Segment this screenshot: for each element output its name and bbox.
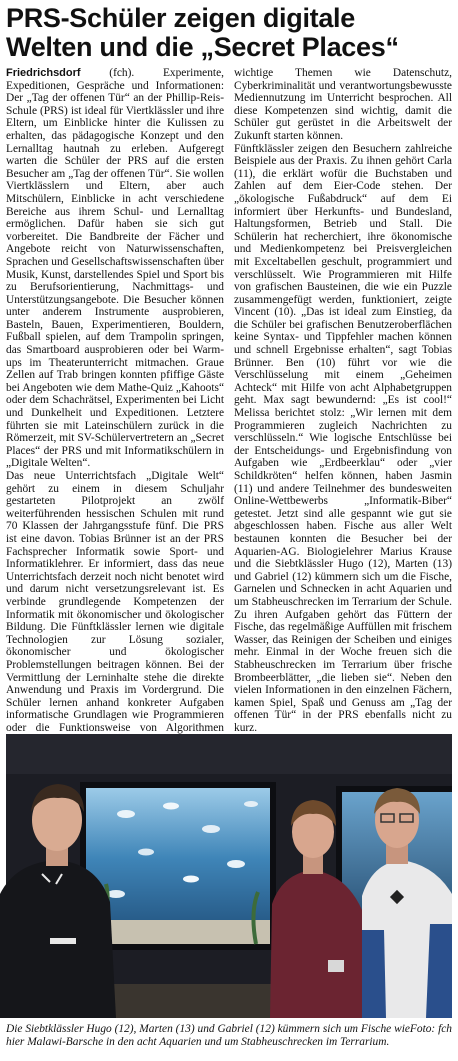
- article-photo: [6, 734, 452, 1018]
- caption-text: Die Siebtklässler Hugo (12), Marten (13) und Gabriel (12) kümmern sich um Fische wie hier Malawi-Barsche in den acht Aquarien und um Stabheuschrecken im Terrarium.: [6, 1023, 410, 1048]
- dateline: Friedrichsdorf: [6, 67, 81, 79]
- article-column-1: [6, 67, 224, 734]
- article-paragraph: Fünftklässler zeigen den Besuchern zahlreiche Beispiele aus der Praxis. Zu ihnen gehört Carla (11), die erklärt wofür die Buchstaben und Zahlen auf dem Eier-Code stehen. Der „ökologische Fußabdruck“ auf dem Ei informiert über Herkunfts- und Bundesland, Haltungsformen, Betrieb und Stall. Die Schülerin hat recherchiert, ihre ökonomische und Medienkompetenz bei Preisvergleichen mit Exceltabellen geschult, programmiert und verschlüsselt. Wie Programmieren mit Hilfe von grafischen Bausteinen, die wie ein Puzzle zusammengefügt werden, funktioniert, zeigte Vincent (10). „Das ist ideal zum Einstieg, da die Schüler bei grafischen Benutzeroberflächen keine Syntax- und Tippfehler machen können und schnell Ergebnisse erhalten“, sagt Tobias Brünner. Ben (10) führt vor wie die Verschlüsselung mit einem „Geheimen Achteck“ mit Hilfe von acht Alphabetgruppen geht. Max sagt bewundernd: „Es ist cool!“ Melissa berichtet stolz: „Wir lernen mit dem Programmieren zugleich Nachrichten zu verschlüsseln.“ Wie logische Entschlüsse bei der Entscheidungs- und Ergebnisfindung von Aufgaben wie „Erdbeerklau“ oder „vier Schildkröten“ helfen können, haben Jasmin (11) und andere Teilnehmer des bundesweiten Online-Wettbewerbs „Informatik-Biber“ getestet. Jetzt sind alle gespannt wie gut sie abgeschlossen haben. Fische aus aller Welt bestaunen konnten die Besucher bei der Aquarien-AG. Biologielehrer Marius Krause und die Siebtklässler Hugo (12), Marten (13) und Gabriel (12) kümmern sich um die Fische, Garnelen und Schnecken in acht Aquarien und um Stabheuschrecken im Terrarium der Schule. Zu ihren Aufgaben gehört das Füttern der Fische, das regelmäßige Auffüllen mit frischem Wasser, das Reinigen der Scheiben und einiges mehr. Einmal in der Woche freuen sich die Stabheuschrecken im Terrarium über frische Brombeerblätter, „die lieben sie“. Neben den vielen Informationen in den einzelnen Fächern, kamen Spiel, Spaß und Genuss am „Tag der offenen Tür“ in der PRS ebenfalls nicht zu kurz.: [234, 142, 452, 734]
- photo-caption: [6, 1023, 452, 1049]
- photo-credit: Foto: fch: [409, 1023, 452, 1035]
- article-paragraph: Das neue Unterrichtsfach „Digitale Welt“ gehört zu einem in diesem Schuljahr gestarteten Pilotprojekt an zwölf weiterführenden hessischen Schulen mit rund 70 Klassen der Jahrgangsstufe fünf. Die PRS ist eine davon. Tobias Brünner ist an der PRS Fachsprecher Informatik sowie Sport- und Informatiklehrer. Er informiert, dass das neue Unterrichtsfach derzeit noch nicht benotet wird und darum nicht versetzungsrelevant ist. Es verbinde grundlegende Kompetenzen der Informatik mit ökonomischer und ökologischer Bildung. Die Fünftklässler lernen wie digitale Technologien zur Lösung sozialer, ökonomischer und ökologischer Problemstellungen beitragen können. Bei der Vermittlung der Lerninhalte stehe die direkte Anwendung und Praxis im Vordergrund. Die Schüler lernen anhand konkreter Aufgaben informatische Grundlagen wie Programmieren oder die Funktionsweise von Algorithmen: [6, 470, 224, 734]
- article-body: [6, 67, 452, 734]
- headline: PRS-Schüler zeigen digitale Welten und die „Secret Places“: [6, 3, 399, 62]
- article-column-2: [234, 67, 452, 734]
- paragraph-text: (fch). Experimente, Expeditionen, Gespräche und Informationen: Der „Tag der offenen Tür“ an der Phillip-Reis-Schule (PRS) ist ideal für Viertklässler und ihre Eltern, um Einblicke hinter die Kulissen zu erhalten, das pädagogische Konzept und den Lernalltag hautnah zu erleben. Aufgeregt warten die Schüler der PRS auf die ersten Besucher am „Tag der offenen Tür“. Sie wollen Viertklässlern und Eltern, aber auch Mitschülern, Einblicke in acht verschiedene Bereiche aus ihrem Schul- und Lernalltag ermöglichen. Dafür haben sie sich gut vorbereitet. Die Bandbreite der Fächer und Angebote reicht von Naturwissenschaften, Sprachen und Gesellschaftswissenschaften über Musik, Kunst, darstellendes Spiel und Sport bis zu Berufsorientierung, Nachmittags- und Unterstützungsangebote. Die Besucher können unter anderem Instrumente ausprobieren, Basteln, Bauen, Experimentieren, Bouldern, Fußball spielen, auf dem Trampolin springen, das Smartboard ausprobieren oder bei Warm-ups im Theaterunterricht mitmachen. Graue Zellen auf Trab bringen konnten pfiffige Gäste bei Angeboten wie dem Mathe-Quiz „Kahoots“ oder dem Schachrätsel, Experimenten bei Licht und Dunkelheit und Expeditionen. Letztere führten sie mit Lateinschülern zurück in die Römerzeit, mit SV-Schülervertretern an „Secret Places“ der PRS und mit Informatikschülern in „Digitale Welten“.: [6, 67, 224, 470]
- photo-illustration: [6, 734, 452, 1018]
- article-paragraph: [6, 67, 224, 470]
- article-paragraph: wichtige Themen wie Datenschutz, Cyberkriminalität und verantwortungsbewusste Mediennutzung im Unterricht besprochen. All diese Kompetenzen sind wichtig, damit die Schüler gut gerüstet in die Arbeitswelt der Zukunft starten können.: [234, 67, 452, 142]
